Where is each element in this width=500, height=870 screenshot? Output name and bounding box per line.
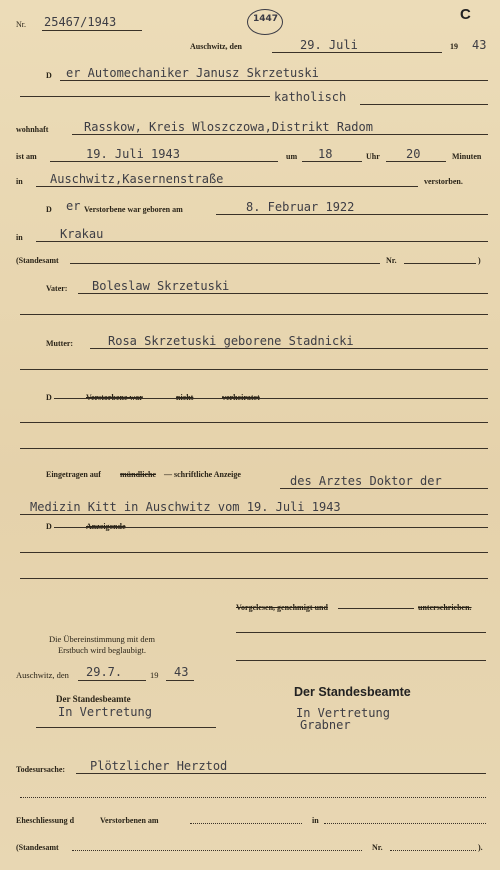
death-date-label: ist am bbox=[16, 152, 37, 161]
religion-left-rule bbox=[20, 96, 270, 97]
mother-rule bbox=[90, 348, 488, 349]
registration-rule-1 bbox=[280, 488, 488, 489]
signature-rule-1 bbox=[236, 632, 486, 633]
cert-year-prefix: 19 bbox=[150, 670, 159, 680]
certificate-year: 43 bbox=[472, 38, 487, 52]
cert-place-label: Auschwitz, den bbox=[16, 670, 69, 680]
anzeigende-prefix: D bbox=[46, 522, 52, 531]
marital-prefix: D bbox=[46, 393, 52, 402]
marriage-date-rule bbox=[190, 823, 302, 824]
cert-year-rule bbox=[166, 680, 194, 681]
footer-nr-rule bbox=[390, 850, 476, 851]
birth-standesamt-rule bbox=[70, 263, 380, 264]
father-rule bbox=[78, 293, 488, 294]
place-date-label: Auschwitz, den bbox=[190, 42, 243, 51]
marital-strike-rule bbox=[54, 398, 488, 399]
registration-struck: mündliche bbox=[120, 470, 157, 479]
anzeigende-rule-2 bbox=[20, 552, 488, 553]
cert-date: 29.7. bbox=[86, 665, 123, 679]
unterschrieben-label: unterschrieben. bbox=[418, 603, 472, 612]
marital-text-2: nicht bbox=[176, 393, 194, 402]
uhr-label: Uhr bbox=[366, 152, 380, 161]
left-official-typed: In Vertretung bbox=[58, 705, 152, 719]
right-official-name: Grabner bbox=[300, 718, 351, 732]
mother-name: Rosa Skrzetuski geborene Stadnicki bbox=[108, 334, 354, 348]
cause-rule bbox=[76, 773, 486, 774]
nr-label: Nr. bbox=[16, 20, 26, 29]
residence-label: wohnhaft bbox=[16, 125, 49, 134]
register-number-rule bbox=[42, 30, 142, 31]
born-label: Verstorbene war geboren am bbox=[84, 205, 183, 214]
marriage-place-rule bbox=[324, 823, 486, 824]
anzeigende-rule bbox=[54, 527, 488, 528]
death-place-label: in bbox=[16, 177, 23, 186]
certificate-date-rule bbox=[272, 52, 442, 53]
footer-nr-label: Nr. bbox=[372, 843, 383, 852]
right-official-typed: In Vertretung bbox=[296, 706, 390, 720]
marital-text-1: Verstorbene war bbox=[86, 393, 143, 402]
minuten-label: Minuten bbox=[452, 152, 482, 161]
residence: Rasskow, Kreis Wloszczowa,Distrikt Radom bbox=[84, 120, 373, 134]
birth-nr-rule bbox=[404, 263, 476, 264]
stamp-number: 1447 bbox=[253, 14, 279, 24]
signature-rule-2 bbox=[236, 660, 486, 661]
registration-label-2: — schriftliche Anzeige bbox=[164, 470, 241, 479]
year-prefix: 19 bbox=[450, 42, 458, 51]
death-place: Auschwitz,Kasernenstraße bbox=[50, 172, 224, 186]
birth-nr-label: Nr. bbox=[386, 256, 397, 265]
deceased-name-rule bbox=[60, 80, 488, 81]
cert-date-rule bbox=[78, 680, 146, 681]
death-minutes: 20 bbox=[406, 147, 421, 161]
death-hour-rule bbox=[302, 161, 362, 162]
vorgelesen-label: Vorgelesen, genehmigt und bbox=[236, 603, 328, 612]
father-name: Boleslaw Skrzetuski bbox=[92, 279, 230, 293]
uebereinstimmung-2: Erstbuch wird beglaubigt. bbox=[57, 645, 147, 655]
cause-rule-2 bbox=[20, 797, 486, 798]
religion: katholisch bbox=[274, 90, 347, 104]
cause-of-death: Plötzlicher Herztod bbox=[90, 759, 228, 773]
birth-prefix: D bbox=[46, 205, 52, 214]
marital-text-3: verheiratet bbox=[222, 393, 260, 402]
birth-date: 8. Februar 1922 bbox=[246, 200, 355, 214]
footer-close-paren: ). bbox=[478, 843, 483, 852]
cert-year: 43 bbox=[174, 665, 189, 679]
corner-mark: C bbox=[460, 6, 471, 23]
death-date-rule bbox=[50, 161, 278, 162]
marital-rule-2 bbox=[20, 422, 488, 423]
mother-rule-2 bbox=[20, 369, 488, 370]
verstorben-label: verstorben. bbox=[424, 177, 463, 186]
mother-label: Mutter: bbox=[46, 339, 74, 348]
uebereinstimmung-1: Die Übereinstimmung mit dem bbox=[49, 634, 155, 644]
anzeigende-rule-3 bbox=[20, 578, 488, 579]
cause-label: Todesursache: bbox=[16, 765, 66, 774]
deceased-prefix: D bbox=[46, 71, 52, 80]
registration-rule-2 bbox=[20, 514, 488, 515]
birth-standesamt-label: (Standesamt bbox=[16, 256, 59, 265]
footer-standesamt-label: (Standesamt bbox=[16, 843, 59, 852]
marriage-in-label: in bbox=[312, 816, 319, 825]
vorgelesen-rule bbox=[338, 608, 414, 609]
marriage-label-2: Verstorbenen am bbox=[100, 816, 159, 825]
anzeigende-label: Anzeigende bbox=[86, 522, 126, 531]
birth-place-rule bbox=[36, 241, 488, 242]
um-label: um bbox=[286, 152, 298, 161]
residence-rule bbox=[72, 134, 488, 135]
certificate-date: 29. Juli bbox=[300, 38, 358, 52]
father-label: Vater: bbox=[46, 284, 68, 293]
left-official-rule bbox=[36, 727, 216, 728]
death-minutes-rule bbox=[386, 161, 446, 162]
birth-place: Krakau bbox=[60, 227, 104, 241]
death-date: 19. Juli 1943 bbox=[86, 147, 180, 161]
birth-date-rule bbox=[216, 214, 488, 215]
register-number: 25467/1943 bbox=[44, 15, 117, 29]
death-hour: 18 bbox=[318, 147, 333, 161]
left-official-label: Der Standesbeamte bbox=[56, 694, 131, 704]
right-official-label: Der Standesbeamte bbox=[294, 685, 411, 699]
registration-line-2: Medizin Kitt in Auschwitz vom 19. Juli 1943 bbox=[30, 500, 341, 514]
birth-place-label: in bbox=[16, 233, 23, 242]
registration-line-1: des Arztes Doktor der bbox=[290, 474, 442, 488]
religion-right-rule bbox=[360, 104, 488, 105]
deceased-name: er Automechaniker Janusz Skrzetuski bbox=[66, 66, 319, 80]
father-rule-2 bbox=[20, 314, 488, 315]
death-place-rule bbox=[36, 186, 418, 187]
birth-typed-er: er bbox=[66, 199, 81, 213]
footer-standesamt-rule bbox=[72, 850, 362, 851]
birth-close-paren: ) bbox=[478, 256, 481, 265]
marriage-label: Eheschliessung d bbox=[16, 816, 75, 825]
marital-rule-3 bbox=[20, 448, 488, 449]
registration-label-1: Eingetragen auf bbox=[46, 470, 101, 479]
